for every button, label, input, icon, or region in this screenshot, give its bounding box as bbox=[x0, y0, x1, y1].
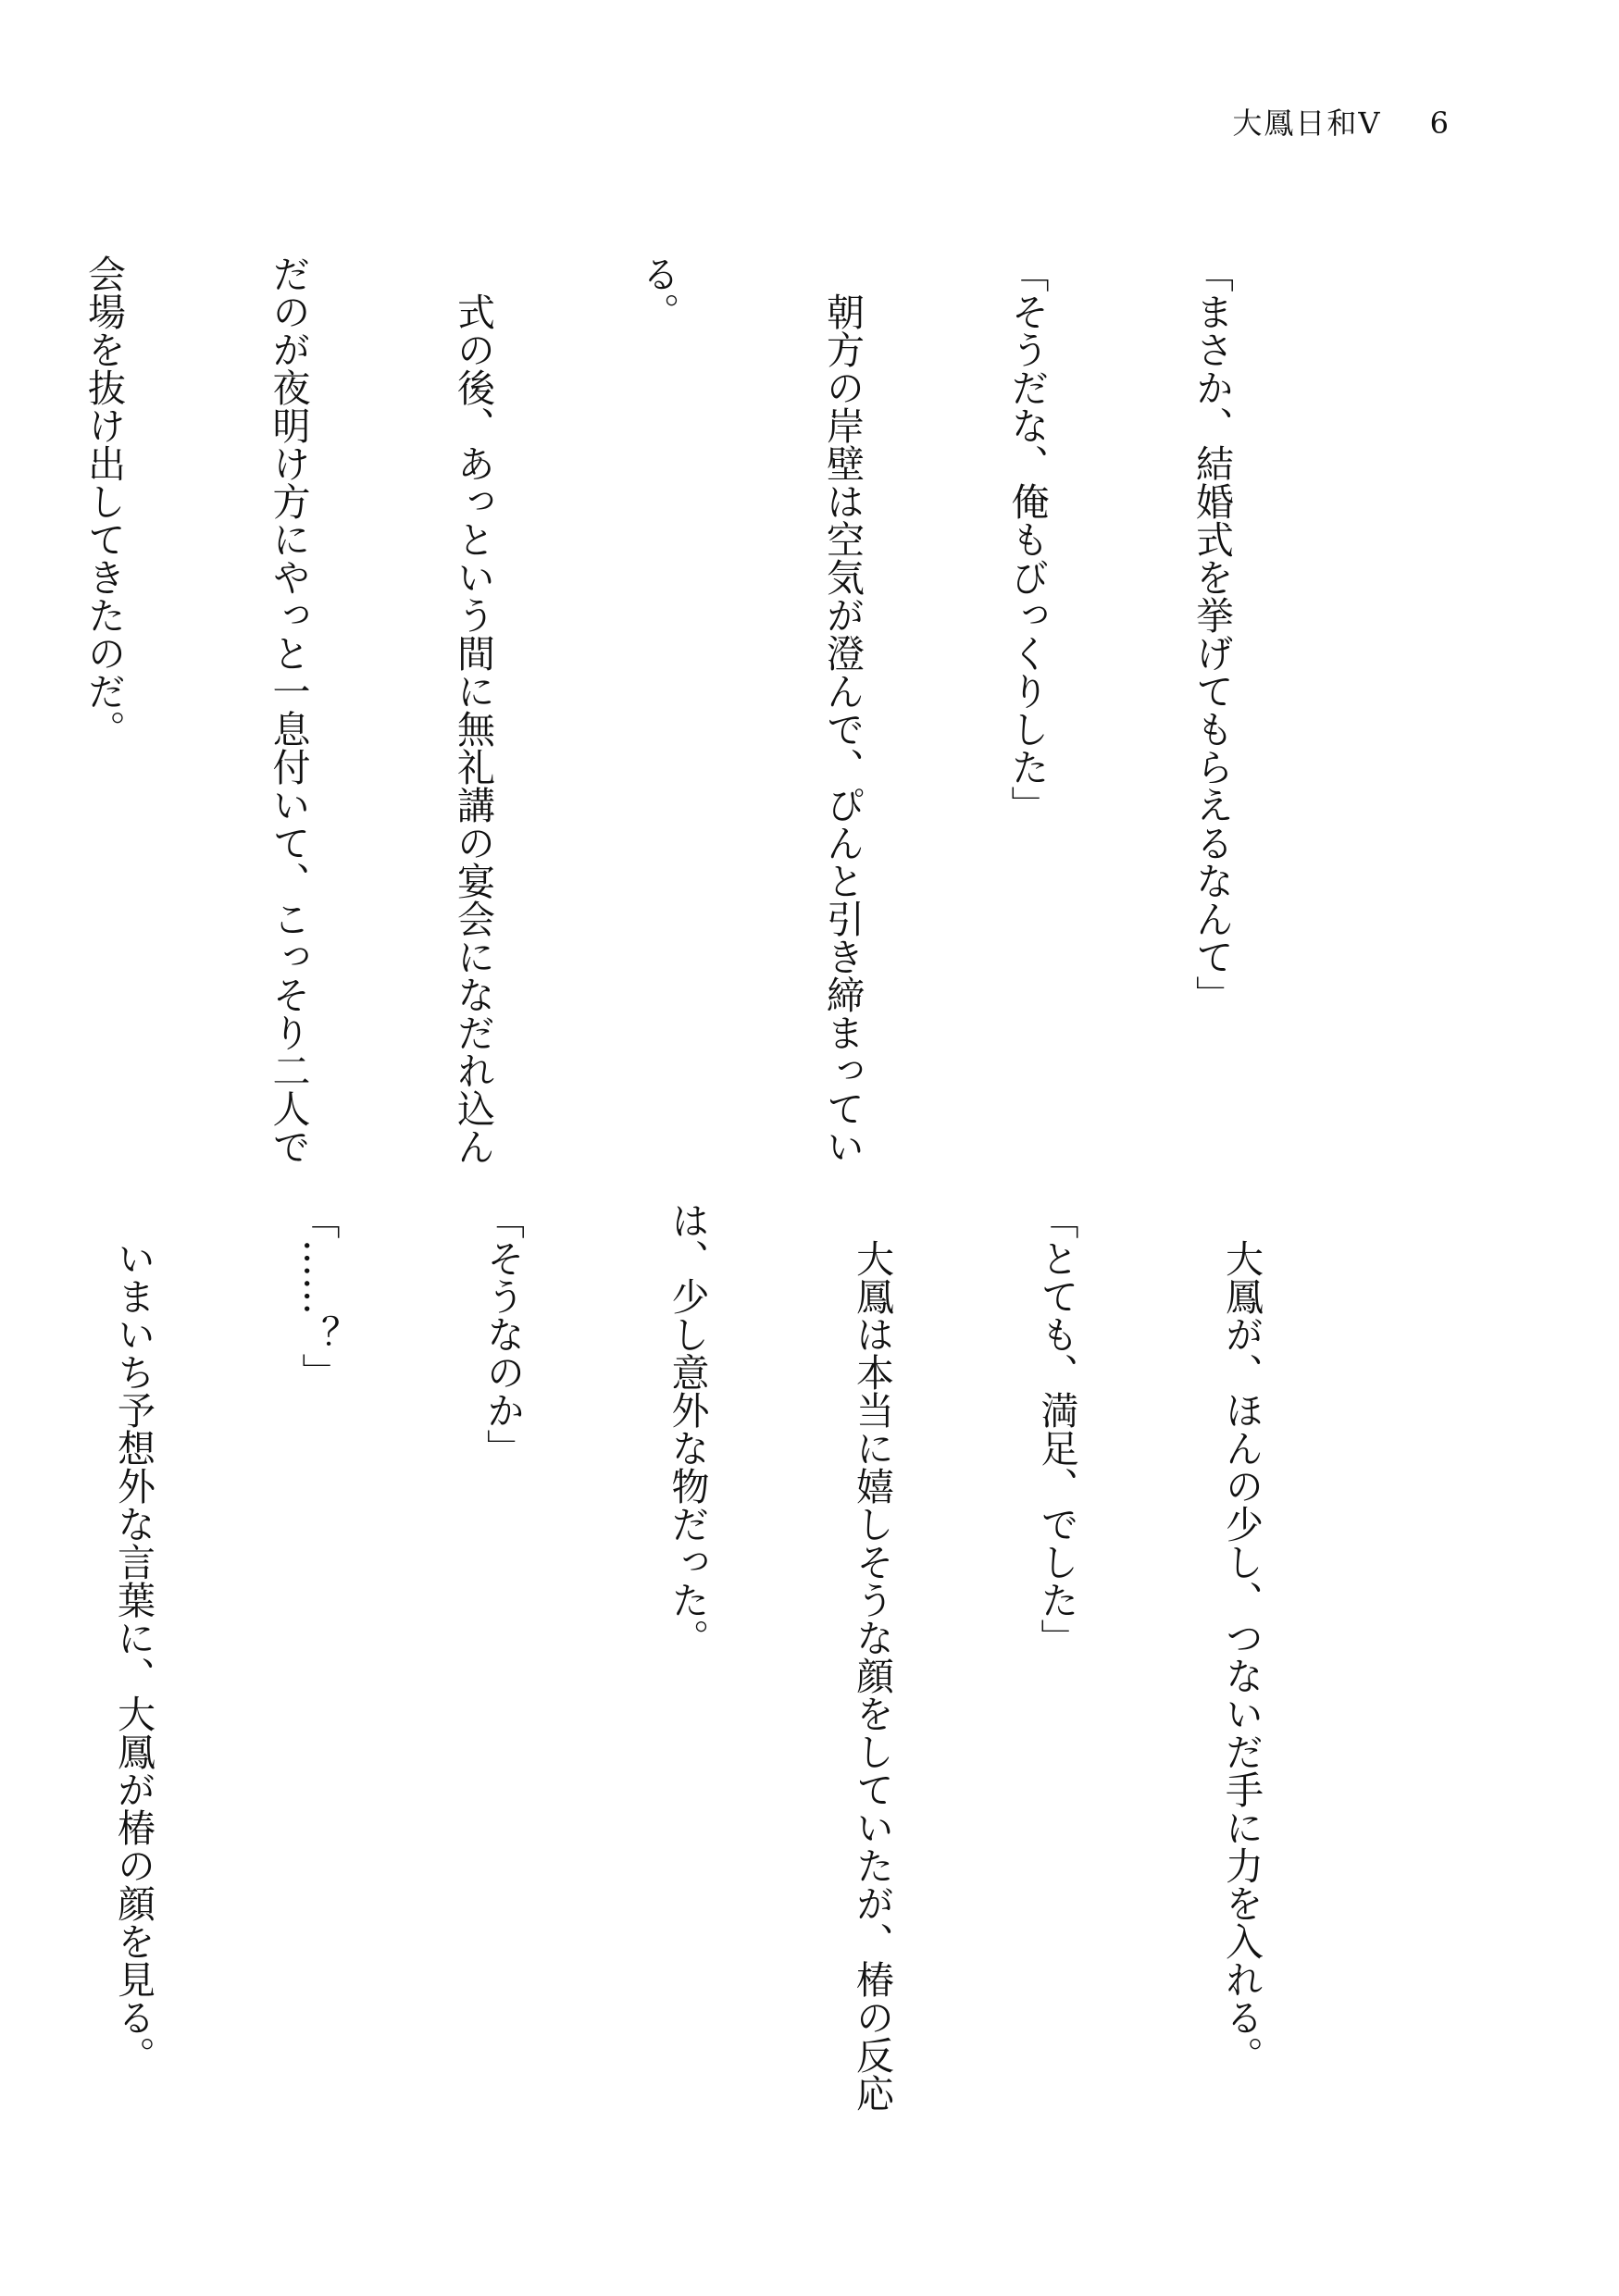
book-title: 大鳳日和Ⅴ bbox=[1232, 105, 1382, 141]
text-line: 大鳳が、ほんの少し、つないだ手に力を入れる。 bbox=[1219, 1201, 1264, 2074]
text-line: 「そうだな、俺もびっくりした」 bbox=[1004, 254, 1050, 824]
text-line: 会場を抜け出してきたのだ。 bbox=[81, 254, 126, 748]
text-line: は、少し意外な物だった。 bbox=[665, 1201, 710, 1657]
page-header bbox=[1232, 100, 1451, 143]
text-block-bottom bbox=[0, 1201, 1395, 2112]
text-line: だのが夜明け方にやっと一息付いて、こっそり二人で bbox=[266, 254, 311, 1165]
text-line: 「そうなのか」 bbox=[480, 1201, 525, 1467]
text-block-top bbox=[0, 254, 1365, 1165]
text-line: いまいち予想外な言葉に、大鳳が椿の顔を見る。 bbox=[111, 1201, 156, 2074]
page-number: 6 bbox=[1429, 105, 1451, 141]
text-line: 「とても、満足、でした」 bbox=[1034, 1201, 1079, 1657]
text-line: 朝方の岸壁は空気が澄んで、ぴんと引き締まってい bbox=[820, 254, 865, 1165]
text-line: 大鳳は本当に嬉しそうな顔をしていたが、椿の反応 bbox=[850, 1201, 894, 2112]
text-line: る。 bbox=[635, 254, 680, 330]
text-line: 「まさか、結婚式を挙げてもらえるなんて」 bbox=[1189, 254, 1234, 1013]
text-line: 「……？」 bbox=[295, 1201, 341, 1391]
text-line: 式の後、あっという間に無礼講の宴会になだれ込ん bbox=[451, 254, 495, 1165]
